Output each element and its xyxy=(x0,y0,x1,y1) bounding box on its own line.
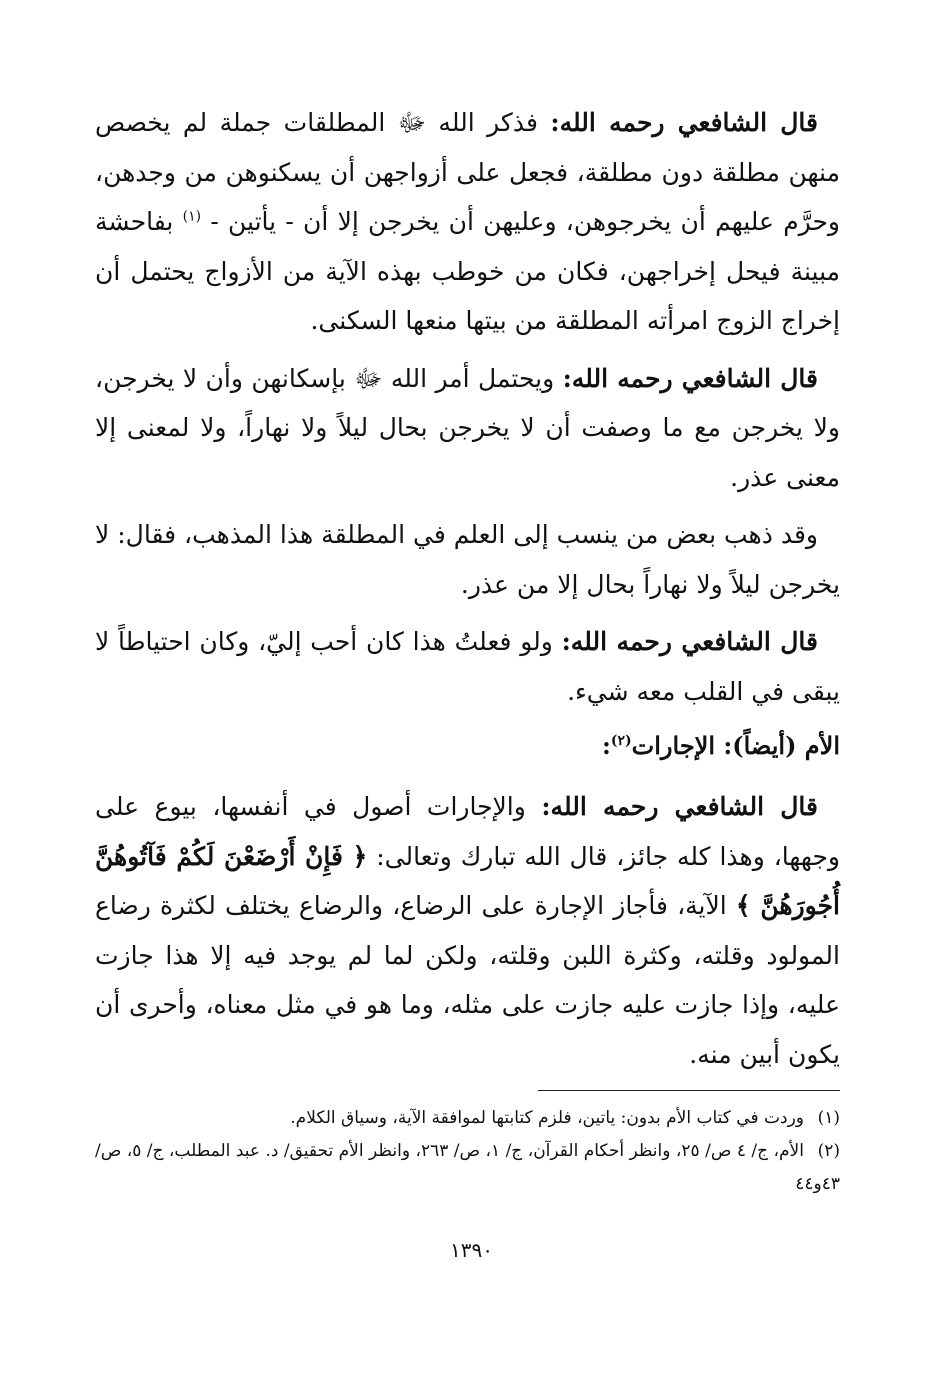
footnote-number: (٢) xyxy=(817,1141,840,1161)
paragraph-lead: قال الشافعي رحمه الله: xyxy=(541,792,818,821)
section-heading xyxy=(95,724,840,768)
paragraph-text-continued: الآية، فأجاز الإجارة على الرضاع، والرضاع يختلف لكثرة رضاع المولود وقلته، وكثرة اللبن وقلته، ولكن لما لم يوجد فيه إلا هذا جازت عليه، وإذا جازت عليه جازت على مثله، وما هو في مثل معناه، وأحرى أن يكون أبين منه. xyxy=(95,891,840,1069)
paragraph-text: وقد ذهب بعض من ينسب إلى العلم في المطلقة هذا المذهب، فقال: لا يخرجن ليلاً ولا نهاراً بحال إلا من عذر. xyxy=(95,520,840,599)
paragraph-text: ولو فعلتُ هذا كان أحب إليّ، وكان احتياطاً لا يبقى في القلب معه شيء. xyxy=(95,627,840,706)
paragraph-5 xyxy=(95,782,840,1079)
heading-text: الأم (أيضاً): الإجارات xyxy=(631,731,840,760)
paragraph-text: والإجارات أصول في أنفسها، بيوع على وجهها، وهذا كله جائز، قال الله تبارك وتعالى: xyxy=(95,792,840,871)
paragraph-lead: قال الشافعي رحمه الله: xyxy=(561,627,818,656)
paragraph-lead: قال الشافعي رحمه الله: xyxy=(562,363,818,393)
paragraph-text: فذكر الله ﷻ المطلقات جملة لم يخصص منهن مطلقة دون مطلقة، فجعل على أزواجهن أن يسكنوهن من وجدهن، وحرَّم عليهم أن يخرجوهن، وعليهن أن يخرجن إلا أن - يأتين - xyxy=(95,108,841,236)
paragraph-text: ويحتمل أمر الله ﷻ بإسكانهن وأن لا يخرجن، ولا يخرجن مع ما وصفت أن لا يخرجن بحال ليلاً ولا نهاراً، ولا لمعنى إلا معنى عذر. xyxy=(95,363,840,492)
footnote-divider xyxy=(538,1090,840,1091)
footnote-1 xyxy=(95,1102,840,1135)
footnote-number: (١) xyxy=(817,1108,840,1128)
heading-colon: : xyxy=(602,731,611,760)
paragraph-2 xyxy=(95,354,840,503)
paragraph-3 xyxy=(95,510,840,609)
paragraph-4 xyxy=(95,617,840,716)
paragraph-lead: قال الشافعي رحمه الله: xyxy=(550,108,818,137)
page-body xyxy=(95,98,840,1087)
paragraph-text-continued: بفاحشة مبينة فيحل إخراجهن، فكان من خوطب بهذه الآية من الأزواج يحتمل أن إخراج الزوج امرأته المطلقة من بيتها منعها السكنى. xyxy=(95,207,840,335)
paragraph-1 xyxy=(95,98,840,346)
page-number: ١٣٩٠ xyxy=(450,1238,493,1262)
footnotes xyxy=(95,1102,840,1201)
footnote-text: وردت في كتاب الأم بدون: ياتين، فلزم كتابتها لموافقة الآية، وسياق الكلام. xyxy=(290,1108,804,1128)
footnote-ref-2[interactable]: (٢) xyxy=(610,733,632,749)
footnote-text: الأم، ج/ ٤ ص/ ٢٥، وانظر أحكام القرآن، ج/ ١، ص/ ٢٦٣، وانظر الأم تحقيق/ د. عبد المطلب، ج/ ٥، ص/ ٤٣و٤٤ xyxy=(95,1141,840,1194)
quran-verse: ﴿ فَإِنْ أَرْضَعْنَ لَكُمْ فَآتُوهُنَّ أُجُورَهُنَّ ﴾ xyxy=(95,841,840,920)
footnote-ref-1[interactable]: (١) xyxy=(182,208,202,225)
footnote-2 xyxy=(95,1135,840,1201)
